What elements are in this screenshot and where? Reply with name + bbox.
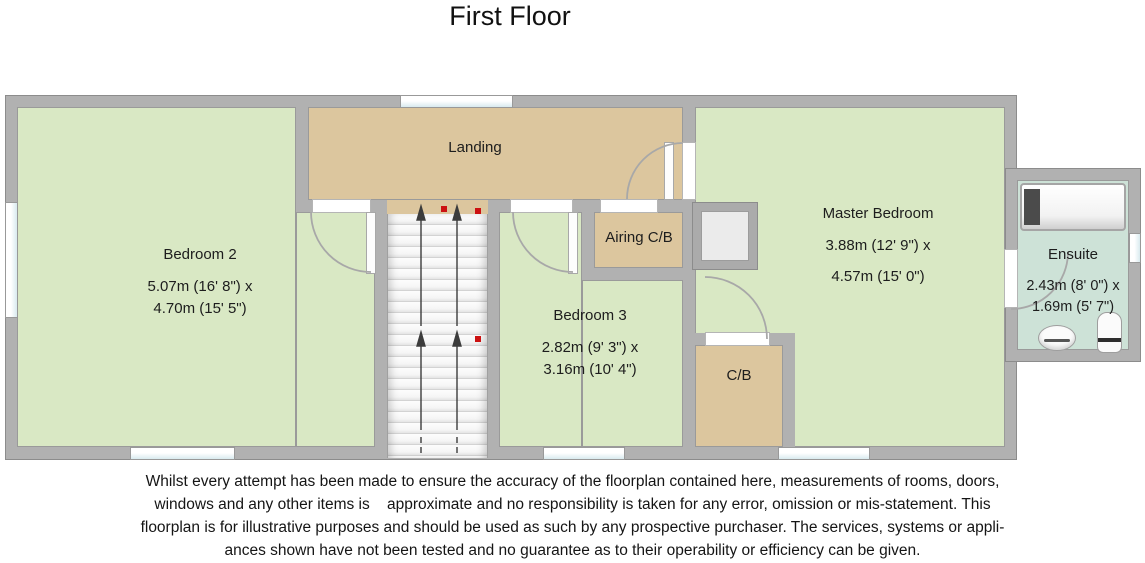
label-cupboard: C/B: [726, 367, 752, 384]
window-ensuite-right: [1129, 233, 1141, 263]
door-opening-master-bedroom: [682, 142, 696, 200]
door-leaf-bedroom3: [568, 212, 578, 274]
stair-red-marker: [475, 208, 481, 214]
page-title: First Floor: [449, 1, 571, 31]
stairs-top-landing-strip: [387, 200, 488, 214]
label-bedroom3-dim1: 2.82m (9' 3") x: [541, 339, 639, 356]
label-master-dim2: 4.57m (15' 0"): [831, 268, 925, 285]
sink-detail-line: [1044, 339, 1070, 342]
room-cupboard-floor: [695, 345, 783, 447]
window-bedroom2-bottom: [130, 447, 235, 460]
wall-airing-bottom: [582, 268, 695, 280]
wall-stair-right: [488, 200, 499, 458]
door-opening-cupboard: [705, 332, 770, 346]
window-bedroom3-bottom: [543, 447, 625, 460]
label-master-name: Master Bedroom: [822, 205, 934, 222]
closet-interior: [701, 211, 749, 261]
wall-bedroom2-landing: [296, 107, 308, 212]
window-master-bottom: [778, 447, 870, 460]
label-bedroom2-dim1: 5.07m (16' 8") x: [147, 278, 253, 295]
room-bedroom2-floor: [17, 107, 296, 447]
toilet-icon: [1097, 312, 1122, 353]
door-opening-airing-cupboard: [600, 199, 658, 213]
door-leaf-bedroom2: [366, 212, 376, 274]
door-opening-bedroom3: [510, 199, 573, 213]
staircase: [387, 214, 488, 458]
label-ensuite-dim2: 1.69m (5' 7"): [1031, 299, 1115, 315]
sink-icon: [1038, 325, 1076, 351]
disclaimer-line-2: windows and any other items is approximate and no responsibility is taken for any error, omission or mis-statement. This: [154, 496, 991, 513]
wall-cupboard-right: [783, 333, 795, 460]
window-landing-top: [400, 95, 513, 108]
window-bedroom2-left: [5, 202, 18, 318]
label-bedroom2-name: Bedroom 2: [163, 246, 237, 263]
stair-red-marker: [475, 336, 481, 342]
room-bedroom2-floor-ext: [296, 212, 375, 447]
disclaimer-text: [0, 470, 1145, 562]
label-bedroom2-dim2: 4.70m (15' 5"): [153, 300, 247, 317]
stair-red-marker: [441, 206, 447, 212]
label-bedroom3-name: Bedroom 3: [553, 307, 627, 324]
bathtub-faucet-end: [1024, 189, 1040, 225]
label-ensuite-name: Ensuite: [1047, 246, 1099, 263]
label-ensuite-dim1: 2.43m (8' 0") x: [1026, 278, 1120, 294]
label-master-dim1: 3.88m (12' 9") x: [825, 237, 931, 254]
disclaimer-line-4: ances shown have not been tested and no guarantee as to their operability or efficiency can be given.: [224, 542, 921, 559]
label-landing: Landing: [448, 139, 502, 156]
disclaimer-line-3: floorplan is for illustrative purposes and should be used as such by any prospective purchaser. The services, systems or appli-: [140, 519, 1005, 536]
door-leaf-master-bedroom: [664, 142, 674, 200]
disclaimer-line-1: Whilst every attempt has been made to ensure the accuracy of the floorplan contained here, measurements of rooms, doors,: [145, 473, 1000, 490]
wall-stair-left: [375, 200, 387, 458]
door-opening-bedroom2: [312, 199, 371, 213]
toilet-seat-band: [1098, 338, 1121, 342]
label-airing-cupboard: Airing C/B: [605, 229, 673, 246]
label-bedroom3-dim2: 3.16m (10' 4"): [543, 361, 637, 378]
